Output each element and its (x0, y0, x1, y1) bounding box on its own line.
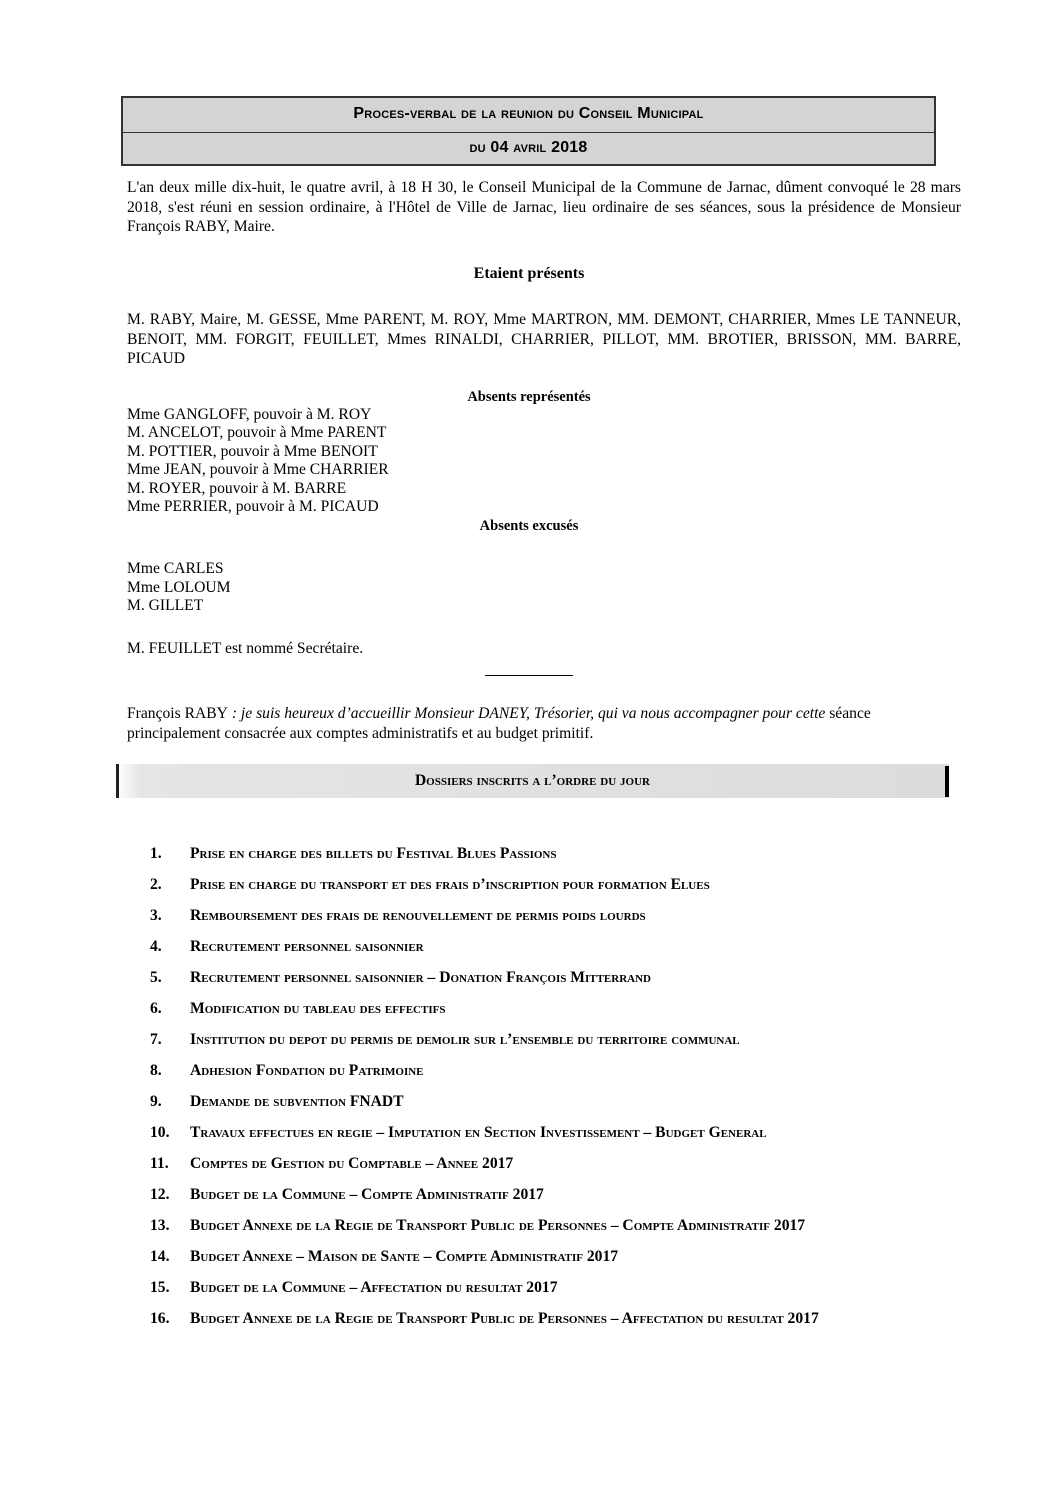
item-number: 11 . (150, 1148, 176, 1179)
item-number: 13 . (150, 1210, 176, 1241)
item-number: 2 . (150, 869, 176, 900)
represented-list (127, 406, 389, 516)
banner-right-bar (945, 766, 949, 797)
secretary-line: M. FEUILLET est nommé Secrétaire. (127, 640, 364, 657)
item-text: Recrutement personnel saisonnier (190, 938, 424, 955)
item-number: 7 . (150, 1024, 176, 1055)
list-item: M. GILLET (127, 597, 204, 614)
present-members: M. RABY, Maire, M. GESSE, Mme PARENT, M. ROY, Mme MARTRON, MM. DEMONT, CHARRIER, Mmes LE TANNEUR, BENOIT, MM. FORGIT, FEUILLET, Mmes RINALDI, CHARRIER, PILLOT, MM. BROTIER, BRISSON, MM. BARRE, PICAUD (127, 311, 961, 367)
item-number: 10 . (150, 1117, 176, 1148)
agenda-item (150, 1024, 931, 1055)
item-text: Modification du tableau des effectifs (190, 1000, 446, 1017)
agenda-item (150, 993, 931, 1024)
item-number: 3 . (150, 900, 176, 931)
item-text: Adhesion Fondation du Patrimoine (190, 1062, 424, 1079)
item-number: 1 . (150, 838, 176, 869)
agenda-item (150, 1148, 931, 1179)
list-item: Mme PERRIER, pouvoir à M. PICAUD (127, 498, 379, 516)
section-separator (485, 675, 573, 676)
item-text: Budget Annexe de la Regie de Transport Public de Personnes – Affectation du resultat 2017 (190, 1310, 819, 1327)
item-number: 15 . (150, 1272, 176, 1303)
agenda-item (150, 1303, 931, 1334)
intro-paragraph: L'an deux mille dix-huit, le quatre avril, à 18 H 30, le Conseil Municipal de la Commune de Jarnac, dûment convoqué le 28 mars 2018, s'est réuni en session ordinaire, à l'Hôtel de Ville de Jarnac, lieu ordinaire de ses séances, sous la présidence de Monsieur François RABY, Maire. (127, 179, 961, 235)
list-item: M. ANCELOT, pouvoir à Mme PARENT (127, 424, 387, 442)
item-text: Budget de la Commune – Affectation du resultat 2017 (190, 1279, 558, 1296)
agenda-item (150, 1241, 931, 1272)
list-item: Mme LOLOUM (127, 578, 231, 596)
speech-continuation: séance principalement consacrée aux comptes administratifs et au budget primitif. (127, 705, 871, 742)
represented-heading: Absents représentés (467, 389, 591, 405)
item-text: Prise en charge des billets du Festival Blues Passions (190, 845, 557, 862)
agenda-item (150, 1272, 931, 1303)
item-number: 4 . (150, 931, 176, 962)
list-item: Mme GANGLOFF, pouvoir à M. ROY (127, 406, 372, 423)
agenda-item (150, 1055, 931, 1086)
list-item: M. POTTIER, pouvoir à Mme BENOIT (127, 442, 378, 460)
item-number: 16 . (150, 1303, 176, 1334)
list-item: Mme CARLES (127, 560, 224, 577)
item-text: Prise en charge du transport et des frais d’inscription pour formation Elues (190, 876, 710, 893)
item-text: Budget de la Commune – Compte Administratif 2017 (190, 1186, 544, 1203)
list-item: M. ROYER, pouvoir à M. BARRE (127, 479, 347, 497)
document-title: Proces-verbal de la reunion du Conseil Municipal (353, 105, 704, 122)
agenda-item (150, 1210, 931, 1241)
item-number: 5 . (150, 962, 176, 993)
agenda-item (150, 1179, 931, 1210)
agenda-list (150, 838, 931, 1334)
agenda-item (150, 1086, 931, 1117)
item-text: Comptes de Gestion du Comptable – Annee 2017 (190, 1155, 514, 1172)
document-date: du 04 avril 2018 (469, 139, 588, 156)
mayor-statement (127, 704, 961, 743)
agenda-item (150, 869, 931, 900)
item-text: Recrutement personnel saisonnier – Donation François Mitterrand (190, 969, 651, 986)
list-item: Mme JEAN, pouvoir à Mme CHARRIER (127, 461, 389, 479)
item-text: Budget Annexe de la Regie de Transport Public de Personnes – Compte Administratif 2017 (190, 1217, 806, 1234)
agenda-item (150, 900, 931, 931)
agenda-item (150, 962, 931, 993)
agenda-banner (116, 764, 949, 798)
title-box (121, 96, 936, 166)
agenda-item (150, 1117, 931, 1148)
excused-list (127, 560, 231, 616)
speech-text: : je suis heureux d’accueillir Monsieur DANEY, Trésorier, qui va nous accompagner pour cette (227, 705, 826, 722)
speaker-name: François RABY (127, 705, 228, 722)
excused-heading: Absents excusés (479, 518, 579, 534)
item-number: 14 . (150, 1241, 176, 1272)
item-number: 9 . (150, 1086, 176, 1117)
agenda-item (150, 838, 931, 869)
item-text: Travaux effectues en regie – Imputation en Section Investissement – Budget General (190, 1124, 767, 1141)
item-number: 12 . (150, 1179, 176, 1210)
agenda-item (150, 931, 931, 962)
item-text: Remboursement des frais de renouvellement de permis poids lourds (190, 907, 646, 924)
present-heading: Etaient présents (473, 265, 585, 282)
item-text: Budget Annexe – Maison de Sante – Compte Administratif 2017 (190, 1248, 619, 1265)
title-divider (123, 132, 934, 133)
item-number: 6 . (150, 993, 176, 1024)
item-text: Institution du depot du permis de demolir sur l’ensemble du territoire communal (190, 1031, 740, 1048)
agenda-heading: Dossiers inscrits a l’ordre du jour (414, 772, 650, 789)
item-text: Demande de subvention FNADT (190, 1093, 404, 1110)
item-number: 8 . (150, 1055, 176, 1086)
